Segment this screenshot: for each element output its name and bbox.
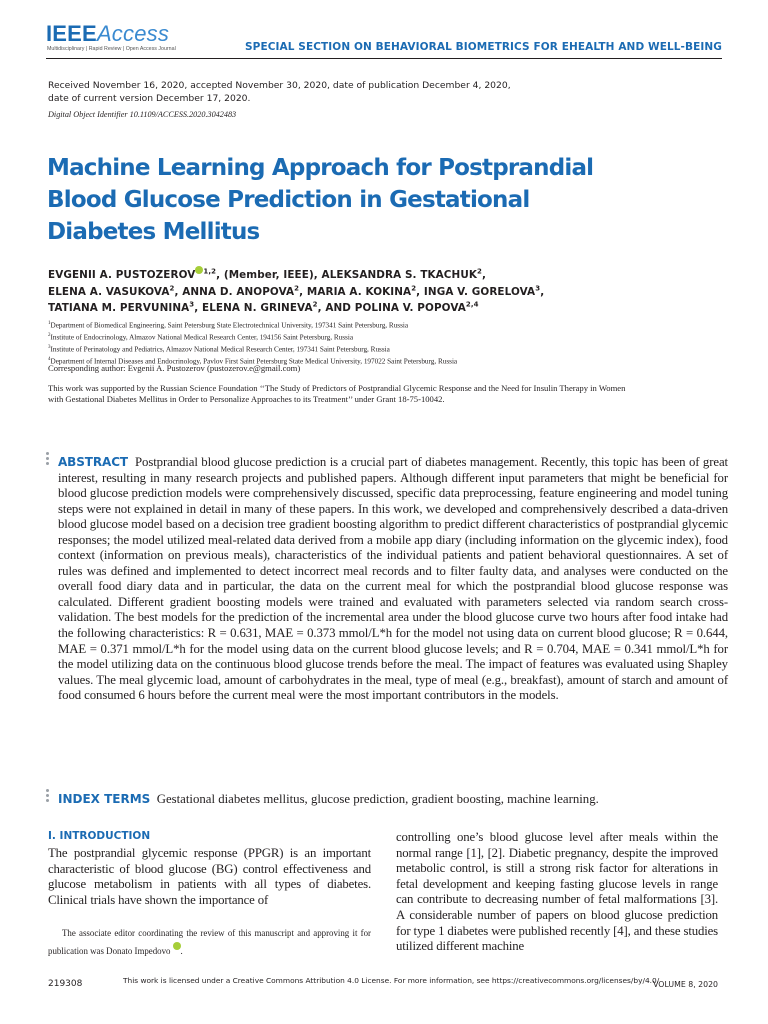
intro-heading: I. INTRODUCTION [48,830,151,842]
funding-statement: This work was supported by the Russian Science Foundation ‘‘The Study of Predictors of Postprandial Glycemic Response and the Need for Insulin Therapy in Women with Gestational Diabetes Mellitus in Order to Personalize Approaches to its Treatment’’ under Grant 18-75-10042. [48,383,626,404]
author-name: , ELENA N. GRINEVA [194,302,313,314]
affiliations [48,319,457,367]
affil-sup: 3 [535,284,541,293]
license-notice[interactable]: This work is licensed under a Creative Commons Attribution 4.0 License. For more information, see https://creativecommons.org/licenses/by/4.0/ [123,976,660,985]
abstract-label: ABSTRACT [58,455,128,469]
header-divider [46,58,722,59]
author-name: TATIANA M. PERVUNINA [48,302,190,314]
authors-line-1: EVGENII A. PUSTOZEROV $^{1,2}$, (Member, IEEE), ALEKSANDRA S. TKACHUK$^2$, [48,267,487,281]
dates-line-2: date of current version December 17, 2020. [48,92,251,104]
author-name: , AND POLINA V. POPOVA [317,302,466,314]
dates-line-1: Received November 16, 2020, accepted November 30, 2020, date of publication December 4, 2020, [48,80,511,91]
affil-sup: 2 [312,300,318,309]
authors-line-2: ELENA A. VASUKOVA$^2$, ANNA D. ANOPOVA$^2$, MARIA A. KOKINA$^2$, INGA V. GORELOVA$^3$, [48,284,545,298]
author-name: EVGENII A. PUSTOZEROV [48,269,196,281]
intro-column-1: The postprandial glycemic response (PPGR) is an important characteristic of blood glucose (BG) control effectiveness and glucose metabolism in patients with all types of diabetes. Clinical trials have shown the importance of [48,846,371,907]
title-line-3: Diabetes Mellitus [47,219,260,245]
publication-dates [48,80,608,105]
logo-italic: Access [96,21,170,46]
affil-sup: 1,2 [203,267,217,276]
footnote-text: The associate editor coordinating the review of this manuscript and approving it for publication was Donato Impedovo [48,928,371,956]
affil-sup: 2,4 [465,300,479,309]
journal-logo [46,21,169,47]
author-name: , MARIA A. KOKINA [299,285,412,298]
index-terms [58,791,738,807]
intro-column-2: controlling one’s blood glucose level after meals within the normal range [1], [2]. Diabetic pregnancy, despite the improved metabolic control, is still a strong risk factor for alterations in fetal development and keeping fasting glucose levels in range can contribute to decreasing number of fetal malformations [3]. A considerable number of papers on blood glucose prediction for type 1 diabetes were published recently [4], and these studies utilized different machine [396,830,718,954]
affiliation: $^4$Department of Internal Diseases and Endocrinology, Pavlov First Saint Petersburg State Medical University, 197022 Saint Petersburg, Russia [48,356,458,366]
author-list [48,266,698,317]
author-name: , (Member, IEEE), ALEKSANDRA S. TKACHUK [216,269,478,281]
affil-sup: 2 [477,267,482,276]
abstract-text: Postprandial blood glucose prediction is a crucial part of diabetes management. Recently, this topic has been of great interest, resulting in many research projects and published papers. Although different input parameters that might be beneficial for blood glucose prediction models were comprehensively discussed, specific data preprocessing, feature engineering and model tuning steps were not explained in detail in many of these papers. In this work, we developed and comprehensively described a data-driven blood glucose model based on a decision tree gradient boosting algorithm to predict different characteristics of postprandial glycemic responses; the model utilized meal-related data derived from a mobile app diary (including information on the glycemic index), food context (information on previous meals), characteristics of the individual patients and patient behavioral questionnaires. A set of rules was defined and implemented to detect incorrect meal records and to filter faulty data, and analyses were conducted on the overall food diary data and in particular, the data on the current meal for which the postprandial blood glucose response was calculated. Different gradient boosting models were trained and evaluated with parameters selected via random search cross-validation. The best models for the prediction of the incremental area under the blood glucose curve two hours after food intake had the following characteristics: R = 0.631, MAE = 0.373 mmol/L*h for the model not using data on current blood glucose; R = 0.644, MAE = 0.371 mmol/L*h for the model using data on the current blood glucose levels; and R = 0.704, MAE = 0.341 mmol/L*h for the model utilizing data on the continuous blood glucose trends before the meal. The impact of features was evaluated using Shapley values. The meal glycemic load, amount of carbohydrates in the meal, type of meal (e.g., breakfast), amount of starch and amount of food consumed 6 hours before the current meal were the most important contributors in the models. [58,455,728,703]
affiliation: $^3$Institute of Perinatology and Pediatrics, Almazov National Medical Research Center, 197341 Saint Petersburg, Russia [48,344,390,354]
title-line-2: Blood Glucose Prediction in Gestational [47,187,530,213]
paper-title [47,152,627,248]
index-terms-text: Gestational diabetes mellitus, glucose prediction, gradient boosting, machine learning. [156,792,599,806]
editor-footnote: The associate editor coordinating the review of this manuscript and approving it for publication was Donato Impedovo . [48,928,371,956]
index-terms-label: INDEX TERMS [58,792,151,806]
corresponding-author: Corresponding author: Evgenii A. Pustozerov (pustozerov.e@gmail.com) [48,363,301,373]
section-marker-icon [46,452,50,467]
affil-sup: 2 [169,284,175,293]
special-section-title: SPECIAL SECTION ON BEHAVIORAL BIOMETRICS FOR EHEALTH AND WELL-BEING [244,41,722,53]
abstract [58,455,728,704]
doi[interactable]: Digital Object Identifier 10.1109/ACCESS.2020.3042483 [48,110,237,119]
title-line-1: Machine Learning Approach for Postprandial [47,155,594,181]
journal-tagline: Multidisciplinary | Rapid Review | Open Access Journal [47,46,176,52]
authors-line-3 [48,300,698,317]
page-number: 219308 [48,979,83,989]
section-marker-icon [46,789,50,804]
affil-sup: 2 [411,284,417,293]
author-name: , INGA V. GORELOVA [416,285,536,298]
affiliation: $^2$Institute of Endocrinology, Almazov National Medical Research Center, 194156 Saint Petersburg, Russia [48,332,354,342]
affil-sup: 2 [294,284,300,293]
author-name: ELENA A. VASUKOVA [48,285,170,298]
volume-label: VOLUME 8, 2020 [653,980,718,989]
orcid-icon[interactable] [173,942,181,950]
logo-bold: IEEE [46,21,97,46]
affiliation: $^1$Department of Biomedical Engineering, Saint Petersburg State Electrotechnical University, 197341 Saint Petersburg, Russia [48,321,409,330]
author-name: , ANNA D. ANOPOVA [174,285,295,298]
affil-sup: 3 [189,300,195,309]
